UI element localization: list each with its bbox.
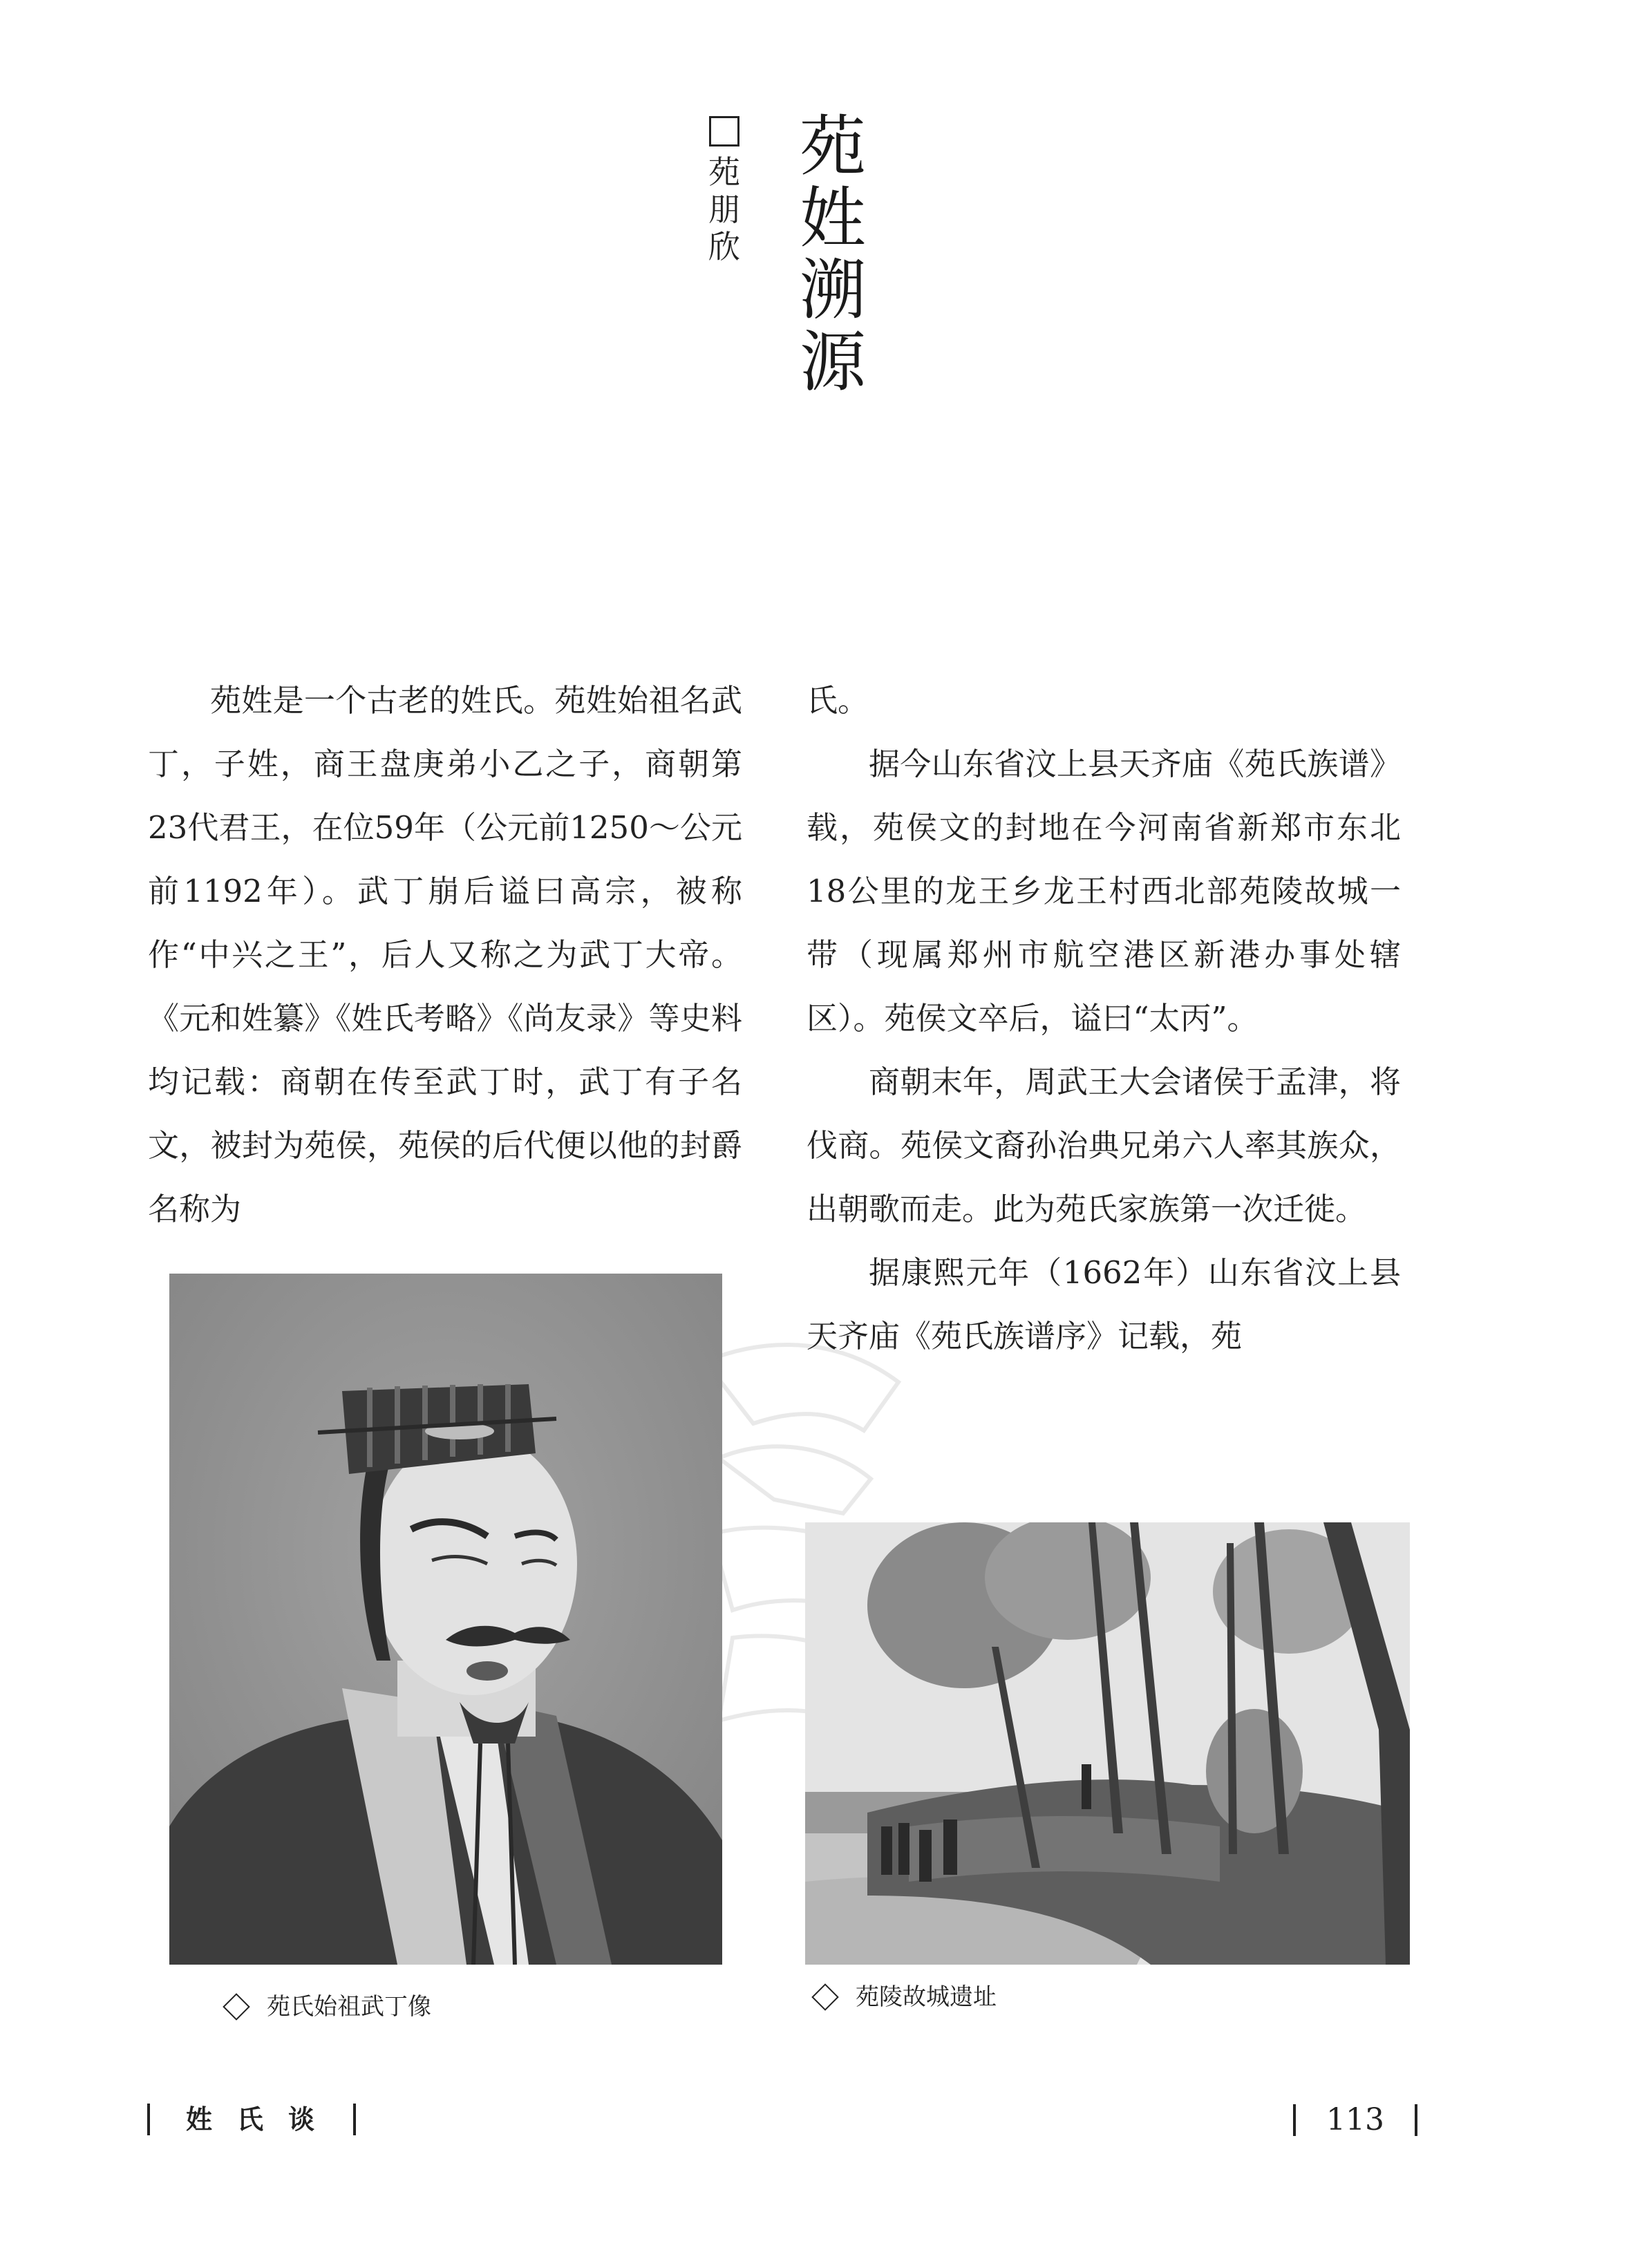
article-title xyxy=(795,108,871,401)
author-byline xyxy=(704,116,745,265)
divider-bar xyxy=(147,2104,150,2135)
author-char: 苑 xyxy=(708,153,740,191)
title-char: 姓 xyxy=(800,180,866,257)
divider-bar xyxy=(1415,2104,1417,2136)
author-char: 朋 xyxy=(708,191,740,228)
title-char: 苑 xyxy=(800,108,866,185)
running-footer-section xyxy=(147,2101,356,2134)
diamond-bullet-icon xyxy=(223,1993,250,2021)
caption-text: 苑氏始祖武丁像 xyxy=(267,1993,431,2021)
author-marker-square-icon xyxy=(709,116,739,147)
section-name: 姓氏谈 xyxy=(186,2104,340,2135)
figure-landscape-image xyxy=(805,1522,1410,1965)
paragraph: 据康熙元年（1662年）山东省汶上县天齐庙《苑氏族谱序》记载，苑 xyxy=(807,1254,1401,1354)
body-column-right xyxy=(807,669,1401,1368)
page-number: 113 xyxy=(1326,2101,1384,2137)
figure-portrait-image xyxy=(169,1274,722,1965)
figure-caption-portrait xyxy=(221,1993,431,2021)
page-number-footer xyxy=(1293,2101,1417,2137)
paragraph: 氏。 xyxy=(807,682,869,719)
author-char: 欣 xyxy=(708,228,740,265)
figure-caption-landscape xyxy=(810,1983,997,2011)
title-char: 溯 xyxy=(800,252,866,329)
divider-bar xyxy=(1293,2104,1296,2136)
caption-text: 苑陵故城遗址 xyxy=(856,1983,997,2011)
title-char: 源 xyxy=(800,323,866,401)
paragraph: 商朝末年，周武王大会诸侯于孟津，将伐商。苑侯文裔孙治典兄弟六人率其族众，出朝歌而走。此为苑氏家族第一次迁徙。 xyxy=(807,1064,1401,1227)
paragraph: 据今山东省汶上县天齐庙《苑氏族谱》载，苑侯文的封地在今河南省新郑市东北18公里的龙王乡龙王村西北部苑陵故城一带（现属郑州市航空港区新港办事处辖区）。苑侯文卒后，谥曰“太丙”。 xyxy=(807,746,1401,1037)
body-column-left xyxy=(148,669,742,1241)
divider-bar xyxy=(353,2104,356,2135)
diamond-bullet-icon xyxy=(811,1983,839,2011)
paragraph: 苑姓是一个古老的姓氏。苑姓始祖名武丁，子姓，商王盘庚弟小乙之子，商朝第23代君王，在位59年（公元前1250～公元前1192年）。武丁崩后谥曰高宗，被称作“中兴之王”，后人又称之为武丁大帝。《元和姓纂》《姓氏考略》《尚友录》等史料均记载：商朝在传至武丁时，武丁有子名文，被封为苑侯，苑侯的后代便以他的封爵名称为 xyxy=(148,682,742,1227)
